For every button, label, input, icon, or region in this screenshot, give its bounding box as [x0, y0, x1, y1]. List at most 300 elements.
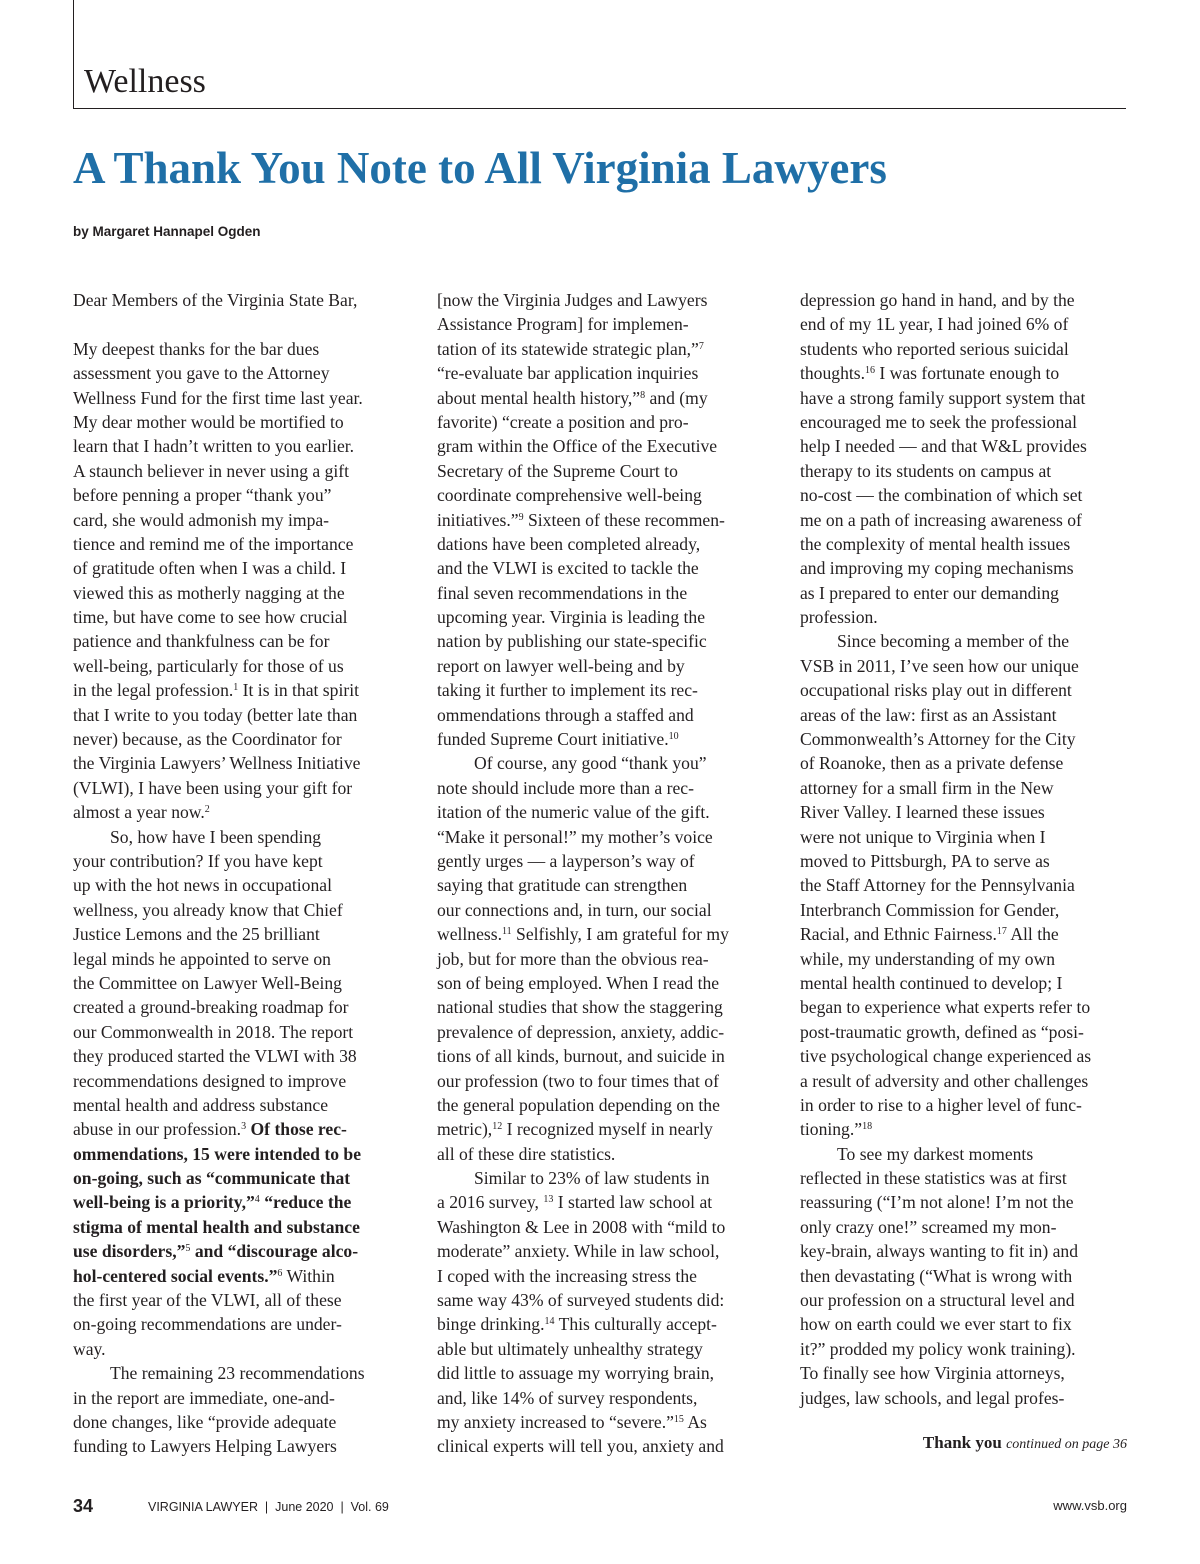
text-segment: As: [683, 1411, 707, 1432]
text-segment: Since becoming a member of the: [837, 631, 1070, 652]
text-line: [437, 1215, 777, 1239]
text-segment: My dear mother would be mortified to: [73, 411, 344, 432]
text-line: [800, 434, 1140, 458]
article-column-2: [437, 288, 777, 1459]
text-line: [437, 288, 777, 312]
text-segment: Similar to 23% of law students in: [474, 1168, 710, 1189]
text-segment: of Roanoke, then as a private defense: [800, 753, 1064, 774]
text-line: [437, 825, 777, 849]
text-segment: River Valley. I learned these issues: [800, 802, 1045, 823]
text-line: [437, 800, 777, 824]
text-line: [73, 459, 413, 483]
text-segment: taking it further to implement its rec-: [437, 680, 698, 701]
text-line: [73, 727, 413, 751]
text-segment: ommendations, 15 were intended to be: [73, 1143, 362, 1164]
text-line: [800, 800, 1140, 824]
page-number: 34: [73, 1496, 94, 1516]
text-line: [800, 1190, 1140, 1214]
text-line: [73, 1117, 413, 1141]
text-line: [73, 386, 413, 410]
text-segment: coordinate comprehensive well-being: [437, 485, 702, 506]
text-line: [800, 873, 1140, 897]
text-segment: were not unique to Virginia when I: [800, 826, 1046, 847]
text-segment: My deepest thanks for the bar dues: [73, 338, 320, 359]
text-line: [800, 995, 1140, 1019]
text-line: [437, 1264, 777, 1288]
text-line: [437, 1386, 777, 1410]
text-line: [800, 1312, 1140, 1336]
text-segment: binge drinking.: [437, 1314, 545, 1335]
text-segment: To finally see how Virginia attorneys,: [800, 1363, 1065, 1384]
text-line: [73, 995, 413, 1019]
text-segment: the complexity of mental health issues: [800, 533, 1071, 554]
text-segment: same way 43% of surveyed students did:: [437, 1290, 725, 1311]
article-column-1: [73, 288, 413, 1459]
text-segment: how on earth could we ever start to fix: [800, 1314, 1072, 1335]
text-segment: learn that I hadn’t written to you earlier.: [73, 436, 355, 457]
text-line: [437, 1190, 777, 1214]
text-line: [437, 483, 777, 507]
header-vertical-rule: [73, 0, 74, 108]
text-segment: (VLWI), I have been using your gift for: [73, 777, 353, 798]
text-line: [73, 1142, 413, 1166]
text-line: [73, 532, 413, 556]
text-line: [800, 1142, 1140, 1166]
text-segment: card, she would admonish my impa-: [73, 509, 330, 530]
text-segment: abuse in our profession.: [73, 1119, 242, 1140]
text-line: [73, 1361, 413, 1385]
text-segment: VSB in 2011, I’ve seen how our unique: [800, 655, 1079, 676]
text-line: [800, 581, 1140, 605]
text-segment: never) because, as the Coordinator for: [73, 729, 342, 750]
text-segment: itation of the numeric value of the gift.: [437, 802, 710, 823]
text-line: [73, 605, 413, 629]
footnote-ref: 12: [492, 1121, 503, 1133]
text-line: [437, 508, 777, 532]
text-segment: prevalence of depression, anxiety, addic-: [437, 1021, 725, 1042]
text-line: [800, 849, 1140, 873]
text-line: [437, 459, 777, 483]
text-line: [73, 922, 413, 946]
text-line: [437, 1166, 777, 1190]
text-line: [73, 1239, 413, 1263]
text-line: [73, 508, 413, 532]
text-segment: profession.: [800, 607, 878, 628]
text-line: [73, 800, 413, 824]
text-segment: gram within the Office of the Executive: [437, 436, 718, 457]
text-line: [800, 1361, 1140, 1385]
text-segment: all of these dire statistics.: [437, 1143, 616, 1164]
text-line: [437, 605, 777, 629]
text-line: [800, 386, 1140, 410]
text-line: [73, 1069, 413, 1093]
text-line: [437, 1361, 777, 1385]
text-segment: only crazy one!” screamed my mon-: [800, 1216, 1057, 1237]
text-line: [73, 678, 413, 702]
text-line: [437, 1410, 777, 1434]
text-segment: thoughts.: [800, 363, 866, 384]
text-segment: ommendations through a staffed and: [437, 704, 694, 725]
text-line: [73, 776, 413, 800]
text-segment: “Make it personal!” my mother’s voice: [437, 826, 713, 847]
text-segment: and, like 14% of survey respondents,: [437, 1387, 698, 1408]
text-line: [437, 410, 777, 434]
text-line: [73, 361, 413, 385]
text-segment: tation of its statewide strategic plan,”: [437, 338, 699, 359]
footnote-ref: 16: [865, 365, 876, 377]
text-line: [800, 361, 1140, 385]
text-segment: that I write to you today (better late than: [73, 704, 358, 725]
text-segment: a result of adversity and other challenges: [800, 1070, 1089, 1091]
text-segment: final seven recommendations in the: [437, 582, 688, 603]
footnote-ref: 2: [204, 804, 210, 816]
text-line: [800, 776, 1140, 800]
text-segment: about mental health history,”: [437, 387, 641, 408]
text-segment: well-being, particularly for those of us: [73, 655, 344, 676]
text-segment: created a ground-breaking roadmap for: [73, 997, 349, 1018]
text-line: [437, 434, 777, 458]
text-segment: in order to rise to a higher level of func-: [800, 1094, 1082, 1115]
text-segment: nation by publishing our state-specific: [437, 631, 707, 652]
footnote-ref: 11: [502, 926, 512, 938]
text-segment: Interbranch Commission for Gender,: [800, 899, 1060, 920]
text-segment: This culturally accept-: [554, 1314, 717, 1335]
text-segment: wellness.: [437, 924, 502, 945]
text-line: [800, 1337, 1140, 1361]
text-line: [800, 1117, 1140, 1141]
footnote-ref: 13: [543, 1194, 554, 1206]
text-segment: moved to Pittsburgh, PA to serve as: [800, 850, 1050, 871]
text-segment: Selfishly, I am grateful for my: [511, 924, 729, 945]
text-line: [73, 581, 413, 605]
text-line: [800, 678, 1140, 702]
text-segment: tioning.”: [800, 1119, 863, 1140]
text-segment: time, but have come to see how crucial: [73, 607, 348, 628]
text-line: [437, 361, 777, 385]
text-segment: able but ultimately unhealthy strategy: [437, 1338, 703, 1359]
text-segment: use disorders,”: [73, 1241, 186, 1262]
text-line: [73, 629, 413, 653]
text-segment: I recognized myself in nearly: [502, 1119, 713, 1140]
text-line: [437, 1020, 777, 1044]
text-line: [800, 508, 1140, 532]
text-line: [437, 556, 777, 580]
text-line: [73, 1288, 413, 1312]
text-segment: note should include more than a rec-: [437, 777, 694, 798]
text-segment: judges, law schools, and legal profes-: [800, 1387, 1065, 1408]
text-segment: students who reported serious suicidal: [800, 338, 1069, 359]
text-segment: job, but for more than the obvious rea-: [437, 948, 709, 969]
text-line: [800, 825, 1140, 849]
text-segment: our Commonwealth in 2018. The report: [73, 1021, 354, 1042]
text-segment: before penning a proper “thank you”: [73, 485, 332, 506]
text-segment: the Virginia Lawyers’ Wellness Initiative: [73, 753, 361, 774]
text-segment: recommendations designed to improve: [73, 1070, 347, 1091]
article-title: A Thank You Note to All Virginia Lawyers: [73, 143, 887, 193]
text-segment: The remaining 23 recommendations: [110, 1363, 365, 1384]
text-line: [437, 751, 777, 775]
text-segment: tions of all kinds, burnout, and suicide in: [437, 1046, 725, 1067]
text-segment: your contribution? If you have kept: [73, 850, 323, 871]
continued-page-ref: continued on page 36: [1006, 1437, 1127, 1452]
text-segment: the first year of the VLWI, all of these: [73, 1290, 342, 1311]
text-segment: mental health continued to develop; I: [800, 972, 1063, 993]
text-segment: All the: [1006, 924, 1059, 945]
text-line: [73, 410, 413, 434]
text-segment: way.: [73, 1338, 106, 1359]
text-segment: up with the hot news in occupational: [73, 875, 332, 896]
text-segment: So, how have I been spending: [110, 826, 322, 847]
text-segment: on-going, such as “communicate that: [73, 1168, 351, 1189]
text-line: [800, 1215, 1140, 1239]
text-line: [437, 1142, 777, 1166]
text-line: [800, 1093, 1140, 1117]
text-line: [437, 337, 777, 361]
text-line: [800, 1264, 1140, 1288]
text-line: [73, 873, 413, 897]
byline: by Margaret Hannapel Ogden: [73, 224, 261, 239]
text-segment: and the VLWI is excited to tackle the: [437, 558, 699, 579]
text-line: [800, 703, 1140, 727]
text-line: [800, 556, 1140, 580]
text-line: [800, 1288, 1140, 1312]
text-line: [437, 1337, 777, 1361]
section-label: Wellness: [84, 63, 206, 100]
text-segment: metric),: [437, 1119, 493, 1140]
text-segment: stigma of mental health and substance: [73, 1216, 360, 1237]
text-segment: I started law school at: [553, 1192, 713, 1213]
text-segment: To see my darkest moments: [837, 1143, 1034, 1164]
text-segment: the Committee on Lawyer Well-Being: [73, 972, 342, 993]
footnote-ref: 4: [254, 1194, 260, 1206]
text-line: [437, 703, 777, 727]
text-segment: done changes, like “provide adequate: [73, 1411, 337, 1432]
footnote-ref: 14: [544, 1316, 555, 1328]
text-line: [73, 1386, 413, 1410]
text-segment: tience and remind me of the importance: [73, 533, 354, 554]
text-line: [73, 1337, 413, 1361]
text-line: [73, 1044, 413, 1068]
text-line: [73, 1093, 413, 1117]
text-line: [73, 1020, 413, 1044]
footnote-ref: 15: [673, 1413, 684, 1425]
footnote-ref: 3: [241, 1121, 247, 1133]
text-segment: Justice Lemons and the 25 brilliant: [73, 924, 320, 945]
text-segment: as I prepared to enter our demanding: [800, 582, 1059, 603]
text-line: [73, 556, 413, 580]
text-segment: legal minds he appointed to serve on: [73, 948, 331, 969]
text-segment: occupational risks play out in different: [800, 680, 1072, 701]
text-segment: son of being employed. When I read the: [437, 972, 720, 993]
text-line: [73, 434, 413, 458]
text-segment: well-being is a priority,”: [73, 1192, 255, 1213]
text-line: [73, 703, 413, 727]
text-segment: funding to Lawyers Helping Lawyers: [73, 1436, 337, 1457]
text-line: [437, 1117, 777, 1141]
text-segment: It is in that spirit: [238, 680, 359, 701]
text-line: [800, 410, 1140, 434]
text-segment: favorite) “create a position and pro-: [437, 411, 689, 432]
text-line: [437, 898, 777, 922]
text-segment: A staunch believer in never using a gift: [73, 460, 350, 481]
text-segment: Secretary of the Supreme Court to: [437, 460, 678, 481]
text-line: [800, 971, 1140, 995]
text-line: [73, 288, 413, 312]
text-segment: Wellness Fund for the first time last year.: [73, 387, 363, 408]
text-line: [437, 1434, 777, 1458]
text-segment: did little to assuage my worrying brain,: [437, 1363, 715, 1384]
text-segment: it?” prodded my policy wonk training).: [800, 1338, 1076, 1359]
text-line: [73, 1166, 413, 1190]
text-segment: assessment you gave to the Attorney: [73, 363, 330, 384]
header-horizontal-rule: [73, 108, 1126, 109]
text-line: [800, 1069, 1140, 1093]
text-line: [800, 312, 1140, 336]
text-line: [800, 1020, 1140, 1044]
footnote-ref: 6: [277, 1267, 283, 1279]
text-line: [800, 1166, 1140, 1190]
article-column-3: [800, 288, 1140, 1410]
text-segment: post-traumatic growth, defined as “posi-: [800, 1021, 1084, 1042]
text-segment: funded Supreme Court initiative.: [437, 729, 669, 750]
text-segment: [now the Virginia Judges and Lawyers: [437, 290, 708, 310]
text-line: [437, 849, 777, 873]
text-segment: report on lawyer well-being and by: [437, 655, 685, 676]
text-segment: dations have been completed already,: [437, 533, 701, 554]
text-line: [800, 727, 1140, 751]
text-segment: of gratitude often when I was a child. I: [73, 558, 347, 579]
text-line: [73, 971, 413, 995]
text-segment: Washington & Lee in 2008 with “mild to: [437, 1216, 726, 1237]
text-segment: attorney for a small firm in the New: [800, 777, 1054, 798]
text-line: [437, 873, 777, 897]
text-line: [73, 825, 413, 849]
text-line: [437, 995, 777, 1019]
text-segment: encouraged me to seek the professional: [800, 411, 1077, 432]
text-line: [437, 654, 777, 678]
text-segment: reflected in these statistics was at first: [800, 1168, 1067, 1189]
text-segment: on-going recommendations are under-: [73, 1314, 342, 1335]
text-segment: national studies that show the staggering: [437, 997, 723, 1018]
text-segment: clinical experts will tell you, anxiety and: [437, 1436, 724, 1457]
text-line: [73, 1264, 413, 1288]
text-line: [73, 849, 413, 873]
text-line: [437, 629, 777, 653]
text-line: [800, 922, 1140, 946]
text-line: [73, 1312, 413, 1336]
text-segment: no-cost — the combination of which set: [800, 485, 1083, 506]
text-segment: viewed this as motherly nagging at the: [73, 582, 345, 603]
text-segment: reassuring (“I’m not alone! I’m not the: [800, 1192, 1074, 1213]
footnote-ref: 1: [233, 682, 239, 694]
text-segment: “re-evaluate bar application inquiries: [437, 363, 699, 384]
text-segment: they produced started the VLWI with 38: [73, 1046, 357, 1067]
footnote-ref: 5: [185, 1243, 191, 1255]
text-segment: Dear Members of the Virginia State Bar,: [73, 290, 358, 310]
text-line: [73, 898, 413, 922]
footnote-ref: 10: [668, 731, 679, 743]
text-line: [800, 459, 1140, 483]
text-line: [73, 947, 413, 971]
text-line: [800, 337, 1140, 361]
text-segment: in the legal profession.: [73, 680, 234, 701]
publication-info: VIRGINIA LAWYER | June 2020 | Vol. 69: [148, 1500, 389, 1514]
text-line: [437, 1093, 777, 1117]
text-line: [800, 288, 1140, 312]
text-segment: Within: [282, 1265, 335, 1286]
text-line: [437, 1069, 777, 1093]
text-line: [800, 532, 1140, 556]
text-line: [73, 1215, 413, 1239]
text-segment: patience and thankfulness can be for: [73, 631, 330, 652]
text-line: [437, 386, 777, 410]
text-segment: upcoming year. Virginia is leading the: [437, 607, 706, 628]
text-segment: my anxiety increased to “severe.”: [437, 1411, 674, 1432]
text-line: [800, 1044, 1140, 1068]
text-segment: and (my: [645, 387, 708, 408]
text-segment: areas of the law: first as an Assistant: [800, 704, 1057, 725]
text-segment: wellness, you already know that Chief: [73, 899, 343, 920]
text-line: [437, 1288, 777, 1312]
text-segment: and “discourage alco-: [190, 1241, 359, 1262]
text-line: [800, 483, 1140, 507]
text-line: [73, 751, 413, 775]
text-segment: Sixteen of these recommen-: [523, 509, 725, 530]
text-line: [437, 1044, 777, 1068]
text-segment: have a strong family support system that: [800, 387, 1086, 408]
text-segment: our profession on a structural level and: [800, 1290, 1075, 1311]
text-line: [437, 1312, 777, 1336]
text-line: [437, 312, 777, 336]
text-segment: I was fortunate enough to: [875, 363, 1060, 384]
text-segment: Assistance Program] for implemen-: [437, 314, 689, 335]
text-line: [437, 1239, 777, 1263]
text-segment: help I needed — and that W&L provides: [800, 436, 1087, 457]
text-segment: end of my 1L year, I had joined 6% of: [800, 314, 1069, 335]
text-line: [73, 1410, 413, 1434]
paragraph-gap: [73, 312, 413, 336]
text-segment: our connections and, in turn, our social: [437, 899, 712, 920]
text-line: [437, 971, 777, 995]
text-line: [800, 654, 1140, 678]
text-segment: then devastating (“What is wrong with: [800, 1265, 1073, 1286]
footnote-ref: 7: [698, 340, 704, 352]
footnote-ref: 18: [862, 1121, 873, 1133]
text-line: [437, 947, 777, 971]
text-line: [800, 629, 1140, 653]
text-segment: moderate” anxiety. While in law school,: [437, 1241, 720, 1262]
text-line: [437, 678, 777, 702]
text-segment: mental health and address substance: [73, 1094, 329, 1115]
text-line: [800, 605, 1140, 629]
text-segment: in the report are immediate, one-and-: [73, 1387, 335, 1408]
text-segment: while, my understanding of my own: [800, 948, 1056, 969]
text-segment: our profession (two to four times that of: [437, 1070, 719, 1091]
text-segment: hol-centered social events.”: [73, 1265, 278, 1286]
text-line: [437, 922, 777, 946]
text-line: [800, 751, 1140, 775]
footnote-ref: 9: [518, 511, 524, 523]
website-url: www.vsb.org: [1053, 1498, 1127, 1513]
text-segment: Racial, and Ethnic Fairness.: [800, 924, 997, 945]
text-line: [437, 776, 777, 800]
text-line: [73, 483, 413, 507]
text-segment: depression go hand in hand, and by the: [800, 290, 1075, 310]
text-segment: me on a path of increasing awareness of: [800, 509, 1082, 530]
footnote-ref: 17: [996, 926, 1007, 938]
text-segment: key-brain, always wanting to fit in) and: [800, 1241, 1079, 1262]
text-segment: and improving my coping mechanisms: [800, 558, 1074, 579]
